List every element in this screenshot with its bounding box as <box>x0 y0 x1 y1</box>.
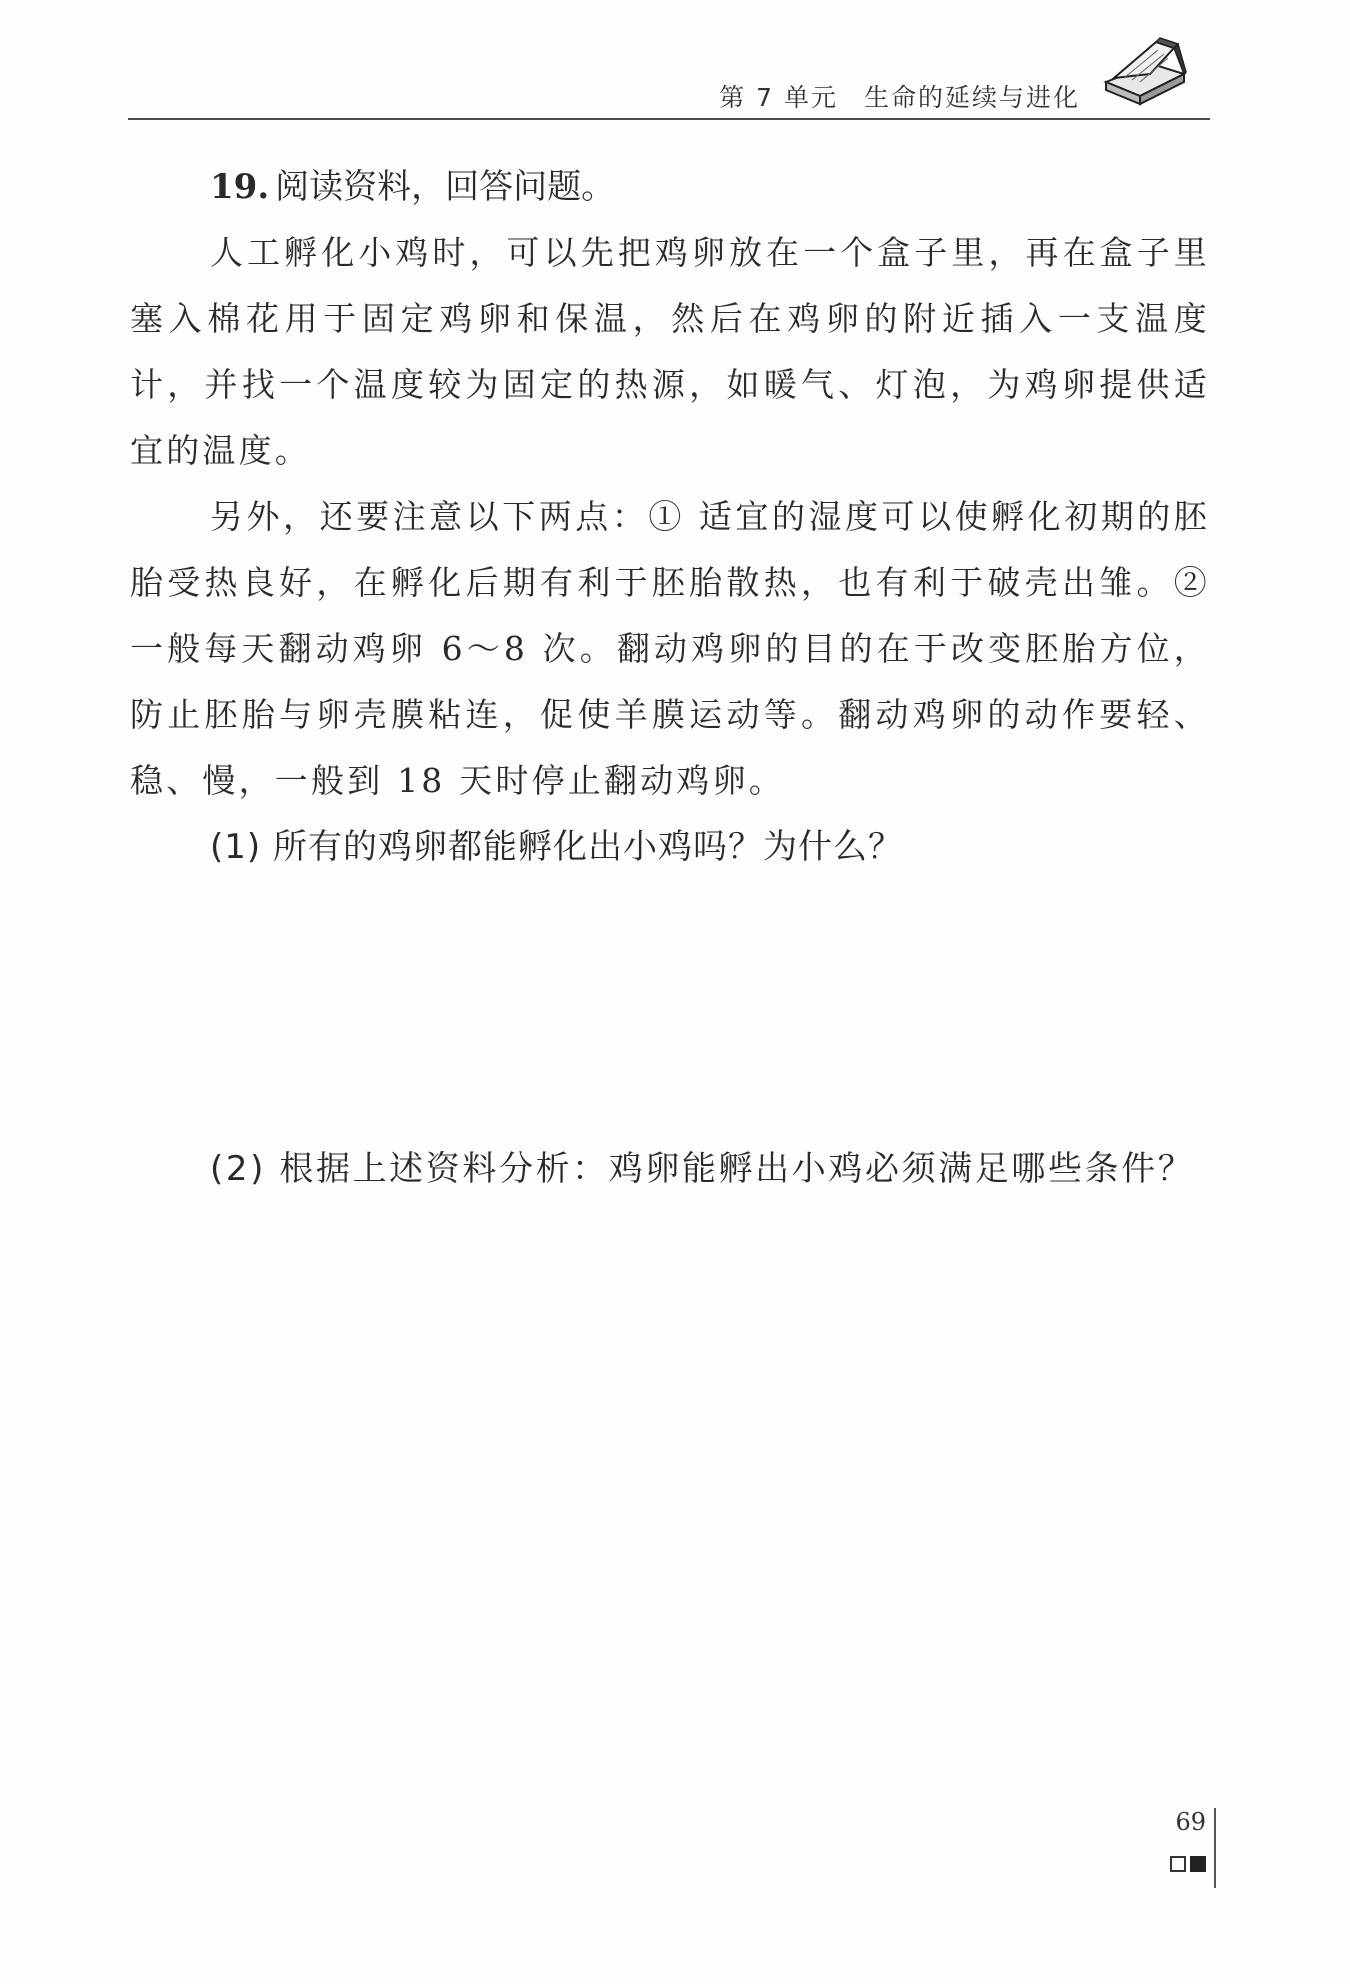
running-head <box>719 78 1080 114</box>
page-header <box>128 72 1210 122</box>
unit-title: 生命的延续与进化 <box>863 83 1080 112</box>
question-block <box>130 154 1210 1762</box>
filled-square-mark <box>1190 1856 1206 1872</box>
reading-paragraph-2: 另外，还要注意以下两点：① 适宜的湿度可以使孵化初期的胚胎受热良好，在孵化后期有利于胚胎散热，也有利于破壳出雏。② 一般每天翻动鸡卵 6～8 次。翻动鸡卵的目的在于改变胚胎方位，防止胚胎与卵壳膜粘连，促使羊膜运动等。翻动鸡卵的动作要轻、稳、慢，一般到 18 天时停止翻动鸡卵。 <box>130 497 1210 800</box>
question-prompt-text: 阅读资料，回答问题。 <box>275 167 616 207</box>
footer-rule <box>1214 1808 1216 1888</box>
unit-label: 第 7 单元 <box>719 83 838 112</box>
question-prompt <box>130 154 1210 220</box>
header-rule <box>128 118 1210 120</box>
answer-space-2[interactable] <box>130 1202 1210 1762</box>
reading-paragraph-1: 人工孵化小鸡时，可以先把鸡卵放在一个盒子里，再在盒子里塞入棉花用于固定鸡卵和保温，然后在鸡卵的附近插入一支温度计，并找一个温度较为固定的热源，如暖气、灯泡，为鸡卵提供适宜的温度。 <box>130 233 1210 470</box>
open-book-icon <box>1100 34 1190 114</box>
outline-square-mark <box>1170 1856 1186 1872</box>
sub-question-1: (1) 所有的鸡卵都能孵化出小鸡吗？为什么？ <box>210 827 903 867</box>
sub-question-2: (2) 根据上述资料分析：鸡卵能孵出小鸡必须满足哪些条件？ <box>210 1149 1195 1189</box>
question-number: 19. <box>210 167 270 207</box>
page-footer <box>1150 1808 1220 1898</box>
page-number: 69 <box>1175 1808 1206 1836</box>
answer-space-1[interactable] <box>130 880 1210 1136</box>
